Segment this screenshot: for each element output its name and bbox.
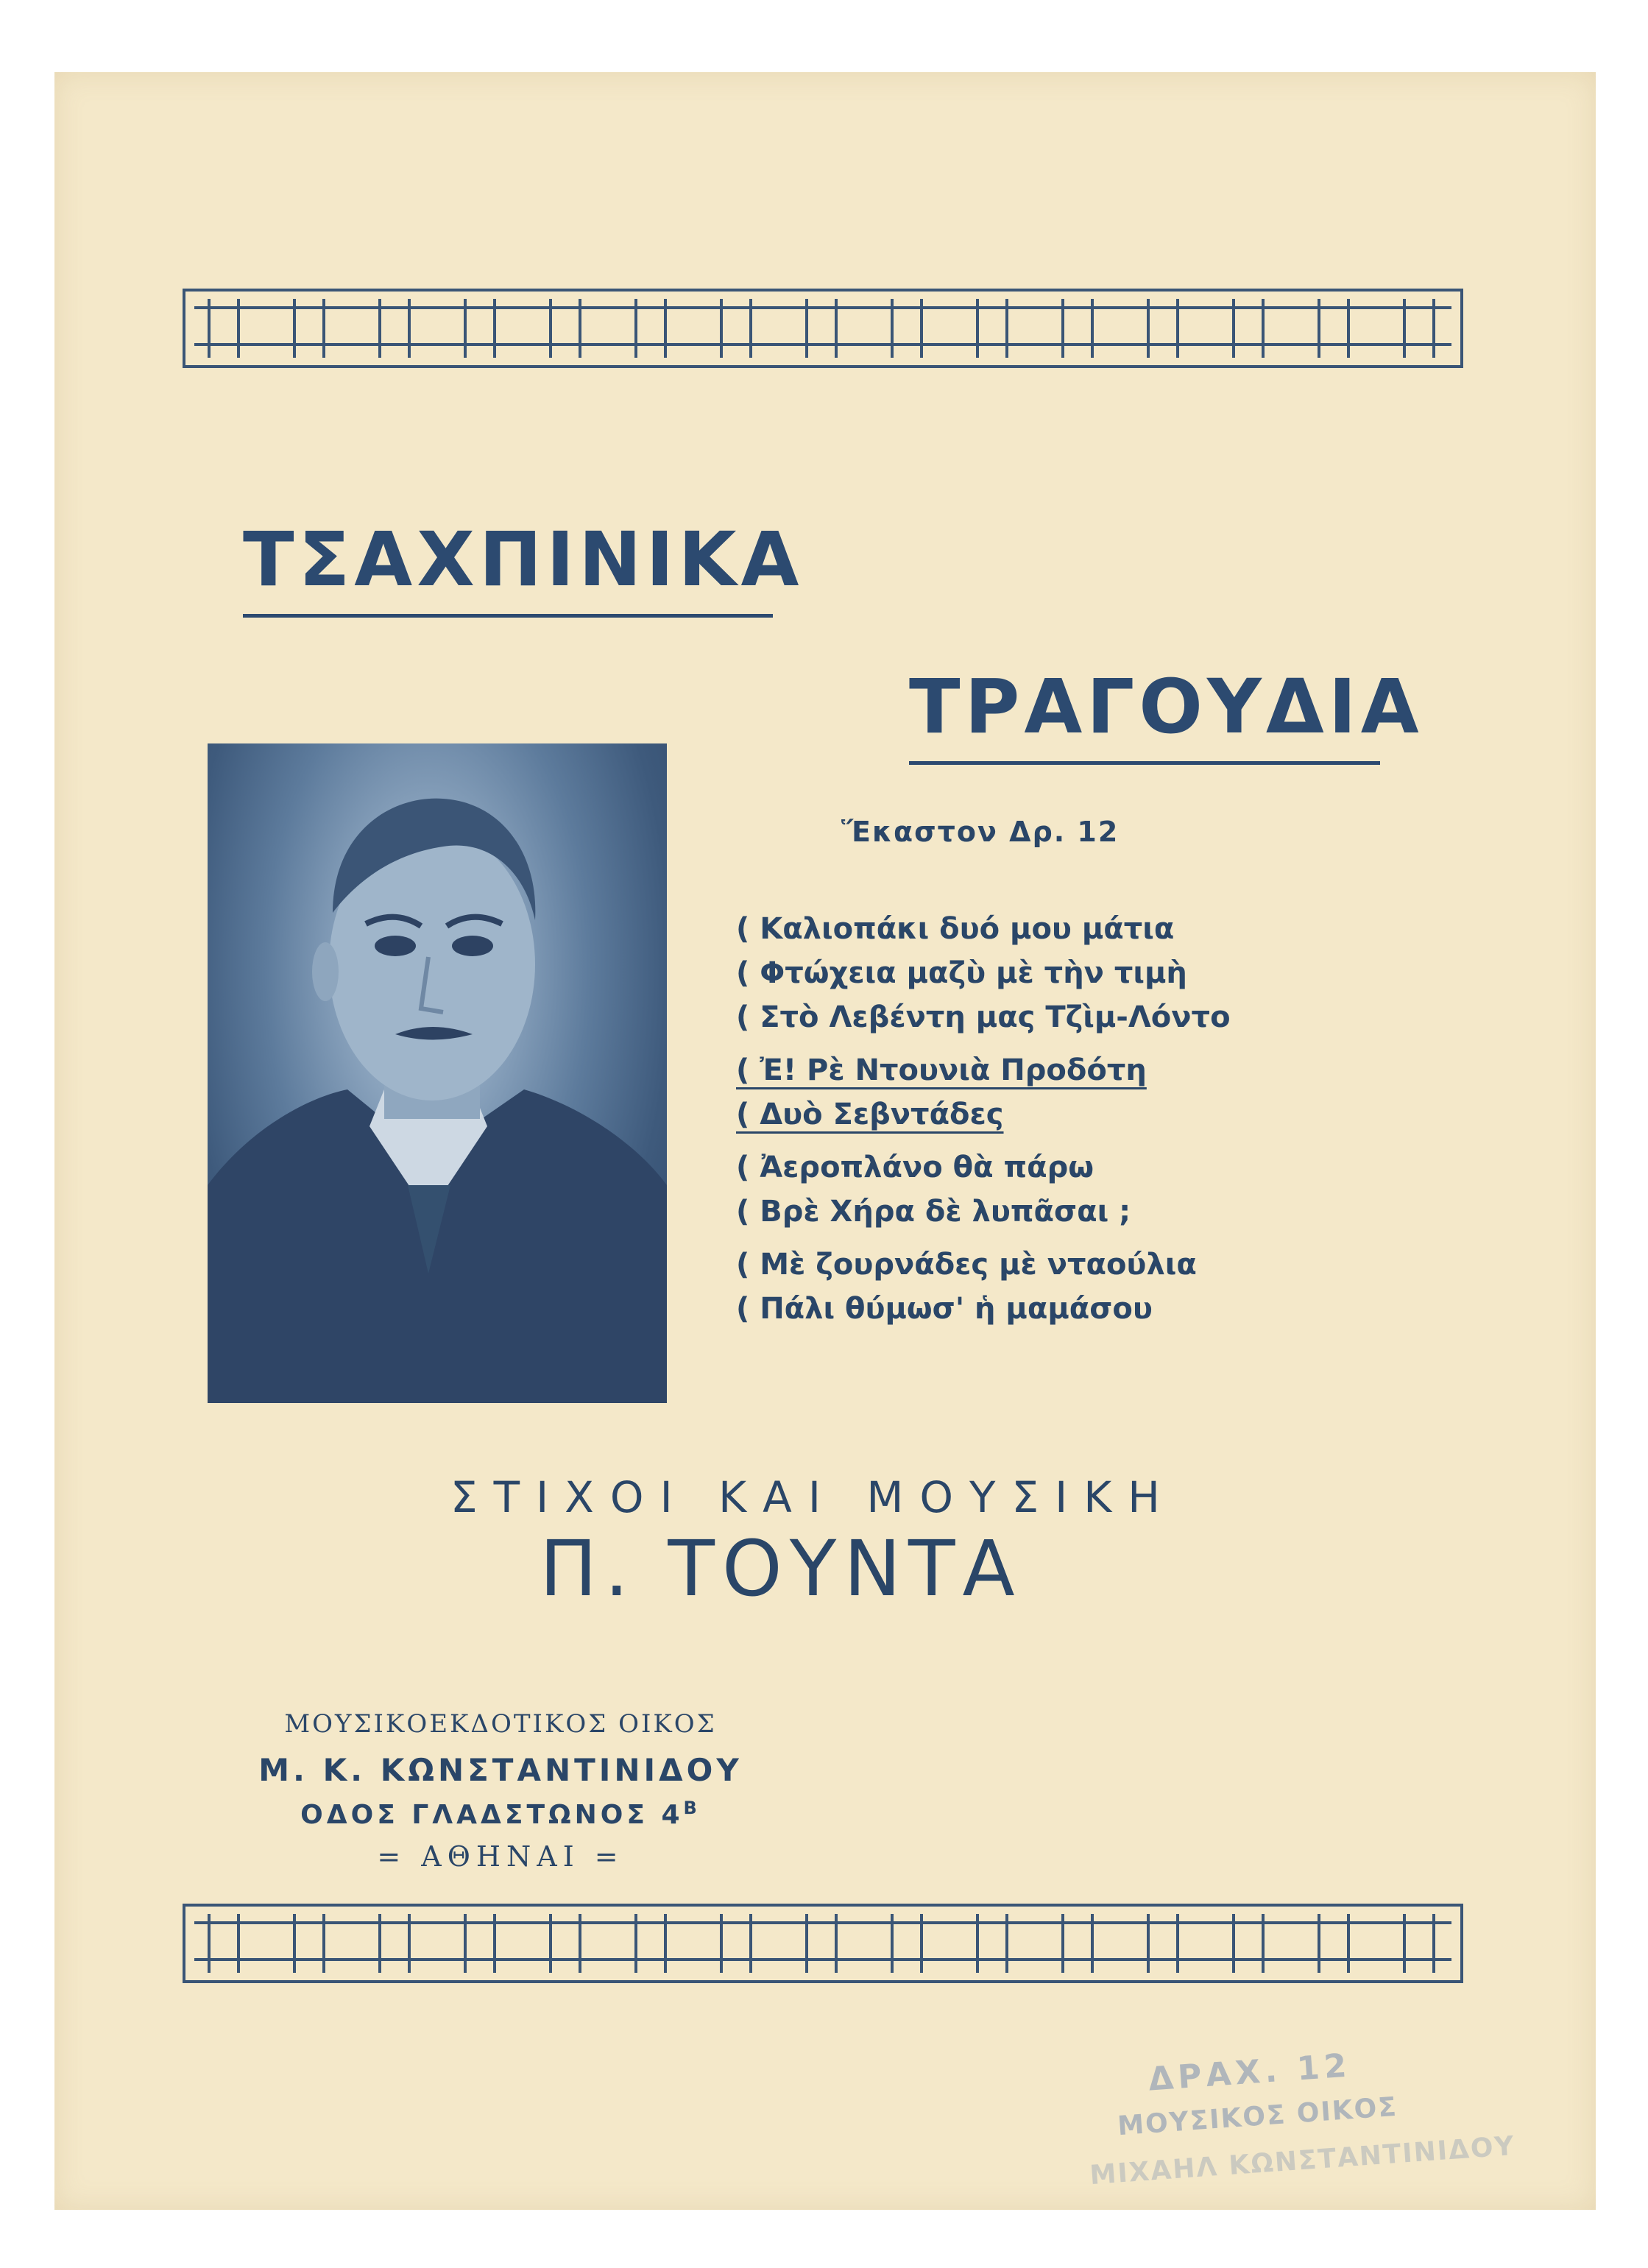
publisher-address bbox=[221, 1798, 780, 1830]
price-stamp: ΔΡΑΧ. 12 bbox=[1147, 2046, 1352, 2099]
publisher-street-sup: Β bbox=[683, 1798, 701, 1818]
top-greek-key-border bbox=[183, 289, 1463, 368]
list-item: ( Βρὲ Χήρα δὲ λυπᾶσαι ; bbox=[736, 1195, 1131, 1229]
stamp-line-2: ΜΟΥΣΙΚΟΣ ΟΙΚΟΣ bbox=[1117, 2091, 1399, 2142]
composer-portrait bbox=[208, 743, 667, 1403]
list-item: ( Μὲ ζουρνάδες μὲ νταούλια bbox=[736, 1248, 1197, 1282]
publisher-city: = ΑΘΗΝΑΙ = bbox=[377, 1840, 624, 1873]
title-line-1: ΤΣΑΧΠΙΝΙΚΑ bbox=[243, 523, 773, 618]
bottom-greek-key-border bbox=[183, 1904, 1463, 1983]
publisher-name: Μ. Κ. ΚΩΝΣΤΑΝΤΙΝΙΔΟΥ bbox=[258, 1752, 743, 1788]
price-label: Ἕκαστον Δρ. 12 bbox=[841, 816, 1120, 848]
list-item: ( Φτώχεια μαζὺ μὲ τὴν τιμὴ bbox=[736, 956, 1187, 990]
stamp-line-3: ΜΙΧΑΗΛ ΚΩΝΣΤΑΝΤΙΝΙΔΟΥ bbox=[1089, 2130, 1516, 2191]
publisher-street: ΟΔΟΣ ΓΛΑΔΣΤΩΝΟΣ 4 bbox=[300, 1800, 684, 1830]
publisher-house: ΜΟΥΣΙΚΟΕΚΔΟΤΙΚΟΣ ΟΙΚΟΣ bbox=[284, 1709, 717, 1739]
credits-heading: ΣΤΙΧΟΙ ΚΑΙ ΜΟΥΣΙΚΗ bbox=[450, 1472, 1176, 1522]
list-item: ( Ἐ! Ρὲ Ντουνιὰ Προδότη bbox=[736, 1053, 1147, 1087]
song-list bbox=[736, 907, 1231, 1331]
list-item: ( Στὸ Λεβέντη μας Τζὶμ-Λόντο bbox=[736, 1000, 1231, 1034]
title-line-2: ΤΡΑΓΟΥΔΙΑ bbox=[909, 670, 1380, 765]
list-item: ( Καλιοπάκι δυό μου μάτια bbox=[736, 912, 1175, 946]
composer-name: Π. ΤΟΥΝΤΑ bbox=[540, 1524, 1022, 1614]
list-item: ( Δυὸ Σεβντάδες bbox=[736, 1098, 1004, 1131]
portrait-figure bbox=[208, 743, 667, 1403]
list-item: ( Πάλι θύμωσ' ἡ μαμάσου bbox=[736, 1292, 1153, 1326]
list-item: ( Ἀεροπλάνο θὰ πάρω bbox=[736, 1151, 1094, 1184]
